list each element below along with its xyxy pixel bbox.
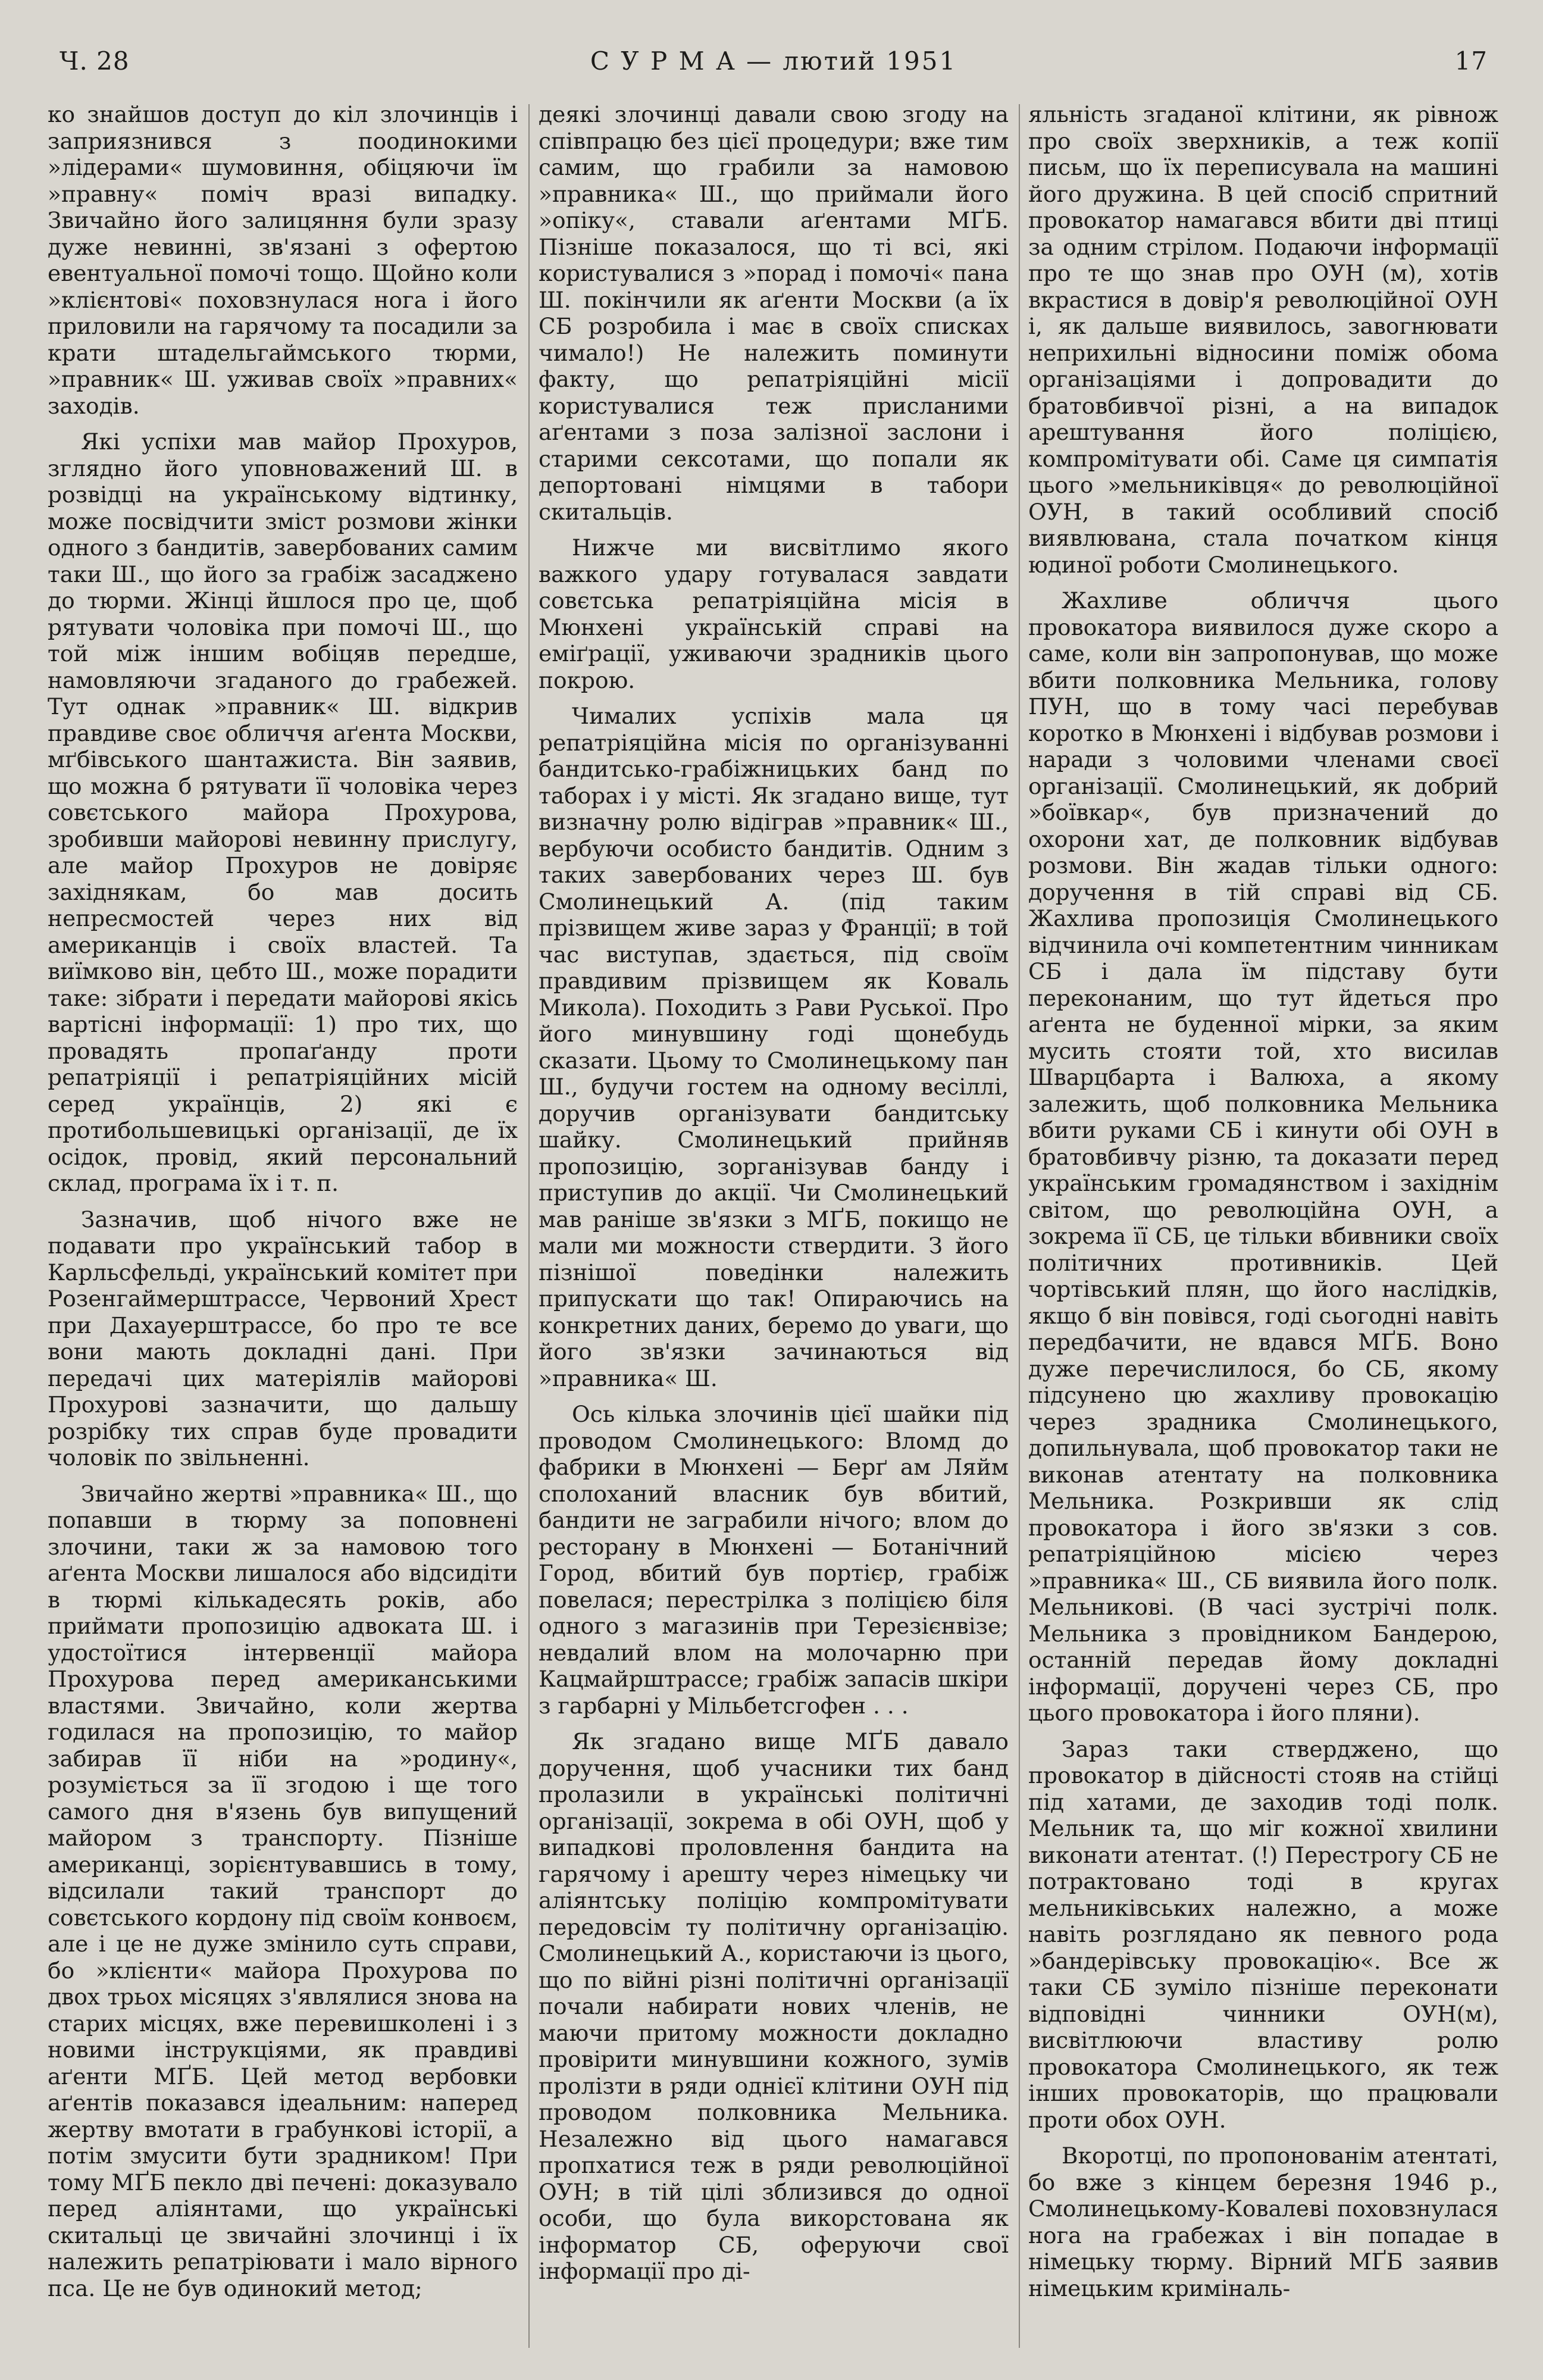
paragraph: Зазначив, щоб нічого вже не подавати про український табор в Карльсфельді, український комітет при Розенгаймерштрассе, Червоний Хрест при Дахауерштрассе, бо про те все вони мають докладні дані. При передачі цих матеріялів майорові Прохурові зазначити, що дальшу розрібку тих справ буде провадити чоловік по звільненні. (48, 1206, 518, 1471)
magazine-title: С У Р М А — лютий 1951 (590, 46, 957, 76)
page-number: 17 (1454, 46, 1488, 76)
paragraph: деякі злочинці давали свою згоду на співпрацю без цієї процедури; вже тим самим, що грабили за намовою »правника« Ш., що приймали його »опіку«, ставали аґентами МҐБ. Пізніше показалося, що ті всі, які користувалися з »порад і помочі« пана Ш. покінчили як аґенти Москви (а їх СБ розробила і має в своїх списках чимало!) Не належить поминути факту, що репатріяційні місії користувалися теж присланими аґентами з поза залізної заслони і старими сексотами, що попали як депортовані німцями в табори скитальців. (539, 101, 1009, 525)
paragraph: Вкоротці, по пропонованім атентаті, бо вже з кінцем березня 1946 р., Смолинецькому-Ковалеві поховзнулася нога на грабежах і він попадае в німецьку тюрму. Вірний МҐБ заявив німецьким криміналь- (1028, 2143, 1498, 2301)
paragraph: Ось кілька злочинів цієї шайки під проводом Смолинецького: Вломд до фабрики в Мюнхені — Берґ ам Ляйм сполоханий власник був вбитий, бандити не заграбили нічого; влом до ресторану в Мюнхені — Ботанічний Город, вбитий був портієр, грабіж повелася; перестрілка з поліцією біля одного з магазинів при Терезієнвізе; невдалий влом на молочарню при Кацмайрштрассе; грабіж запасів шкіри з гарбарні у Мільбетсгофен . . . (539, 1401, 1009, 1719)
paragraph: ко знайшов доступ до кіл злочинців і заприязнився з поодинокими »лідерами« шумовиння, обіцяючи їм »правну« поміч вразі випадку. Звичайно його залицяння були зразу дуже невинні, зв'язані з офертою евентуальної помочі тощо. Щойно коли »клієнтові« поховзнулася нога і його приловили на гарячому та посадили за крати штадельгаймського тюрми, »правник« Ш. уживав своїх »правних« заходів. (48, 101, 518, 419)
paragraph: Жахливе обличчя цього провокатора виявилося дуже скоро а саме, коли він запропонував, що може вбити полковника Мельника, голову ПУН, що в тому часі перебував коротко в Мюнхені і відбував розмови і наради з чоловими членами своєї організації. Смолинецький, як добрий »боївкар«, був призначений до охорони хат, де полковник відбував розмови. Він жадав тільки одного: доручення в тій справі від СБ. Жахлива пропозиція Смолинецького відчинила очі компетентним чинникам СБ і дала їм підставу бути переконаним, що тут йдеться про аґента не буденної мірки, за яким мусить стояти той, хто висилав Шварцбарта і Валюха, а якому залежить, щоб полковника Мельника вбити руками СБ і кинути обі ОУН в братовбивчу різню, та доказати перед українським громадянством і західнім світом, що революційна ОУН, а зокрема її СБ, це тільки вбивники своїх політичних противників. Цей чортівський плян, що його наслідків, якщо б він повівся, годі сьогодні навіть передбачити, не вдався МҐБ. Воно дуже перечислилося, бо СБ, якому підсунено цю жахливу провокацію через зрадника Смолинецького, допильнувала, щоб провокатор таки не виконав атентату на полковника Мельника. Розкривши як слід провокатора і його зв'язки з сов. репатріяційною місією через »правника« Ш., СБ виявила його полк. Мельникові. (В часі зустрічі полк. Мельника з провідником Бандерою, останній передав йому докладні інформації, доручені через СБ, про цього провокатора і його пляни). (1028, 587, 1498, 1726)
paragraph: Чималих успіхів мала ця репатріяційна місія по організуванні бандитсько-грабіжницьких банд по таборах і у місті. Як згадано вище, тут визначну ролю відіграв »правник« Ш., вербуючи особисто бандитів. Одним з таких завербованих через Ш. був Смолинецький А. (під таким прізвищем живе зараз у Франції; в той час виступав, здається, під своїм правдивим прізвищем як Коваль Микола). Походить з Рави Руської. Про його минувшину годі щонебудь сказати. Цьому то Смолинецькому пан Ш., будучи гостем на одному весіллі, доручив організувати бандитську шайку. Смолинецький прийняв пропозицію, зорганізував банду і приступив до акції. Чи Смолинецький мав раніше зв'язки з МҐБ, покищо не мали ми можности ствердити. З його пізнішої поведінки належить припускати що так! Опираючись на конкретних даних, беремо до уваги, що його зв'язки зачинаються від »правника« Ш. (539, 703, 1009, 1391)
running-header (60, 46, 1488, 82)
issue-number: Ч. 28 (60, 46, 130, 76)
paragraph: Зараз таки стверджено, що провокатор в дійсності стояв на стійці під хатами, де заходив тоді полк. Мельник та, що міг кожної хвилини виконати атентат. (!) Перестрогу СБ не потрактовано тоді в кругах мельниківських належно, а може навіть розглядано як певного рода »бандерівську провокацію«. Все ж таки СБ зуміло пізніше переконати відповідні чинники ОУН(м), висвітлюючи властиву ролю провокатора Смолинецького, як теж інших провокаторів, що працювали проти обох ОУН. (1028, 1735, 1498, 2133)
text-column-1 (48, 101, 518, 2351)
paragraph: Як згадано вище МҐБ давало доручення, щоб учасники тих банд пролазили в українські політичні організації, зокрема в обі ОУН, щоб у випадкові проловлення бандита на гарячому і арешту через німецьку чи аліянтську поліцію компромітувати передовсім ту політичну організацію. Смолинецький А., користаючи із цього, що по війні різні політичні організації почали набирати нових членів, не маючи притому можности докладно провірити минувшини кожного, зумів пролізти в ряди однієї клітини ОУН під проводом полковника Мельника. Незалежно від цього намагався пропхатися теж в ряди революційної ОУН; в тій цілі зблизився до одної особи, що була викорстована як інформатор СБ, оферуючи свої інформації про ді- (539, 1728, 1009, 2284)
column-divider (528, 104, 530, 2348)
paragraph: Нижче ми висвітлимо якого важкого удару готувалася завдати совєтська репатріяційна місія в Мюнхені українській справі на еміґрації, уживаючи зрадників цього покрою. (539, 534, 1009, 693)
paragraph: яльність згаданої клітини, як рівнож про своїх зверхників, а теж копії письм, що їх переписувала на машині його дружина. В цей спосіб спритний провокатор намагався вбити дві птиці за одним стрілом. Подаючи інформації про те що знав про ОУН (м), хотів вкрастися в довір'я революційної ОУН і, як дальше виявилось, завогнювати неприхильні відносини поміж обома організаціями і допровадити до братовбивчої різні, а на випадок арештування його поліцією, компромітувати обі. Саме ця симпатія цього »мельниківця« до революційної ОУН, в такий особливий спосіб виявлювана, стала початком кінця юдиної роботи Смолинецького. (1028, 101, 1498, 578)
paragraph: Звичайно жертві »правника« Ш., що попавши в тюрму за поповнені злочини, таки ж за намовою того аґента Москви лишалося або відсидіти в тюрмі кількадесять років, або приймати пропозицію адвоката Ш. і удостоїтися інтервенції майора Прохурова перед американськими властями. Звичайно, коли жертва годилася на пропозицію, то майор забирав її ніби на »родину«, розуміється за її згодою і ще того самого дня в'язень був випущений майором з транспорту. Пізніше американці, зорієнтувавшись в тому, відсилали такий транспорт до совєтського кордону під своїм конвоєм, але і це не дуже змінило суть справи, бо »клієнти« майора Прохурова по двох трьох місяцях з'являлися знова на старих місцях, вже перевишколені і з новими інструкціями, як правдиві аґенти МҐБ. Цей метод вербовки аґентів показався ідеальним: наперед жертву вмотати в грабункові історії, а потім змусити бути зрадником! При тому МҐБ пекло дві печені: доказувало перед аліянтами, що українські скитальці це звичайні злочинці і їх належить репатріювати і мало вірного пса. Це не був одинокий метод; (48, 1480, 518, 2301)
text-column-3 (1028, 101, 1498, 2351)
text-column-2 (539, 101, 1009, 2351)
column-divider (1019, 104, 1020, 2348)
paragraph: Які успіхи мав майор Прохуров, зглядно його уповноважений Ш. в розвідці на українському відтинку, може посвідчити зміст розмови жінки одного з бандитів, завербованих самим таки Ш., що його за грабіж засаджено до тюрми. Жінці йшлося про це, щоб рятувати чоловіка при помочі Ш., що той між іншим вобіцяв передше, намовляючи згаданого до грабежей. Тут однак »правник« Ш. відкрив правдиве своє обличчя аґента Москви, мґбівського шантажиста. Він заявив, що можна б рятувати її чоловіка через совєтського майора Прохурова, зробивши майорові невинну прислугу, але майор Прохуров не довіряє західнякам, бо мав досить непресмостей через них від американців і своїх властей. Та виїмково він, цебто Ш., може порадити таке: зібрати і передати майорові якісь вартісні інформації: 1) про тих, що провадять пропаґанду проти репатріяції і репатріяційних місій серед українців, 2) які є протибольшевицькі організації, де їх осідок, провід, який персональний склад, програма їх і т. п. (48, 429, 518, 1196)
